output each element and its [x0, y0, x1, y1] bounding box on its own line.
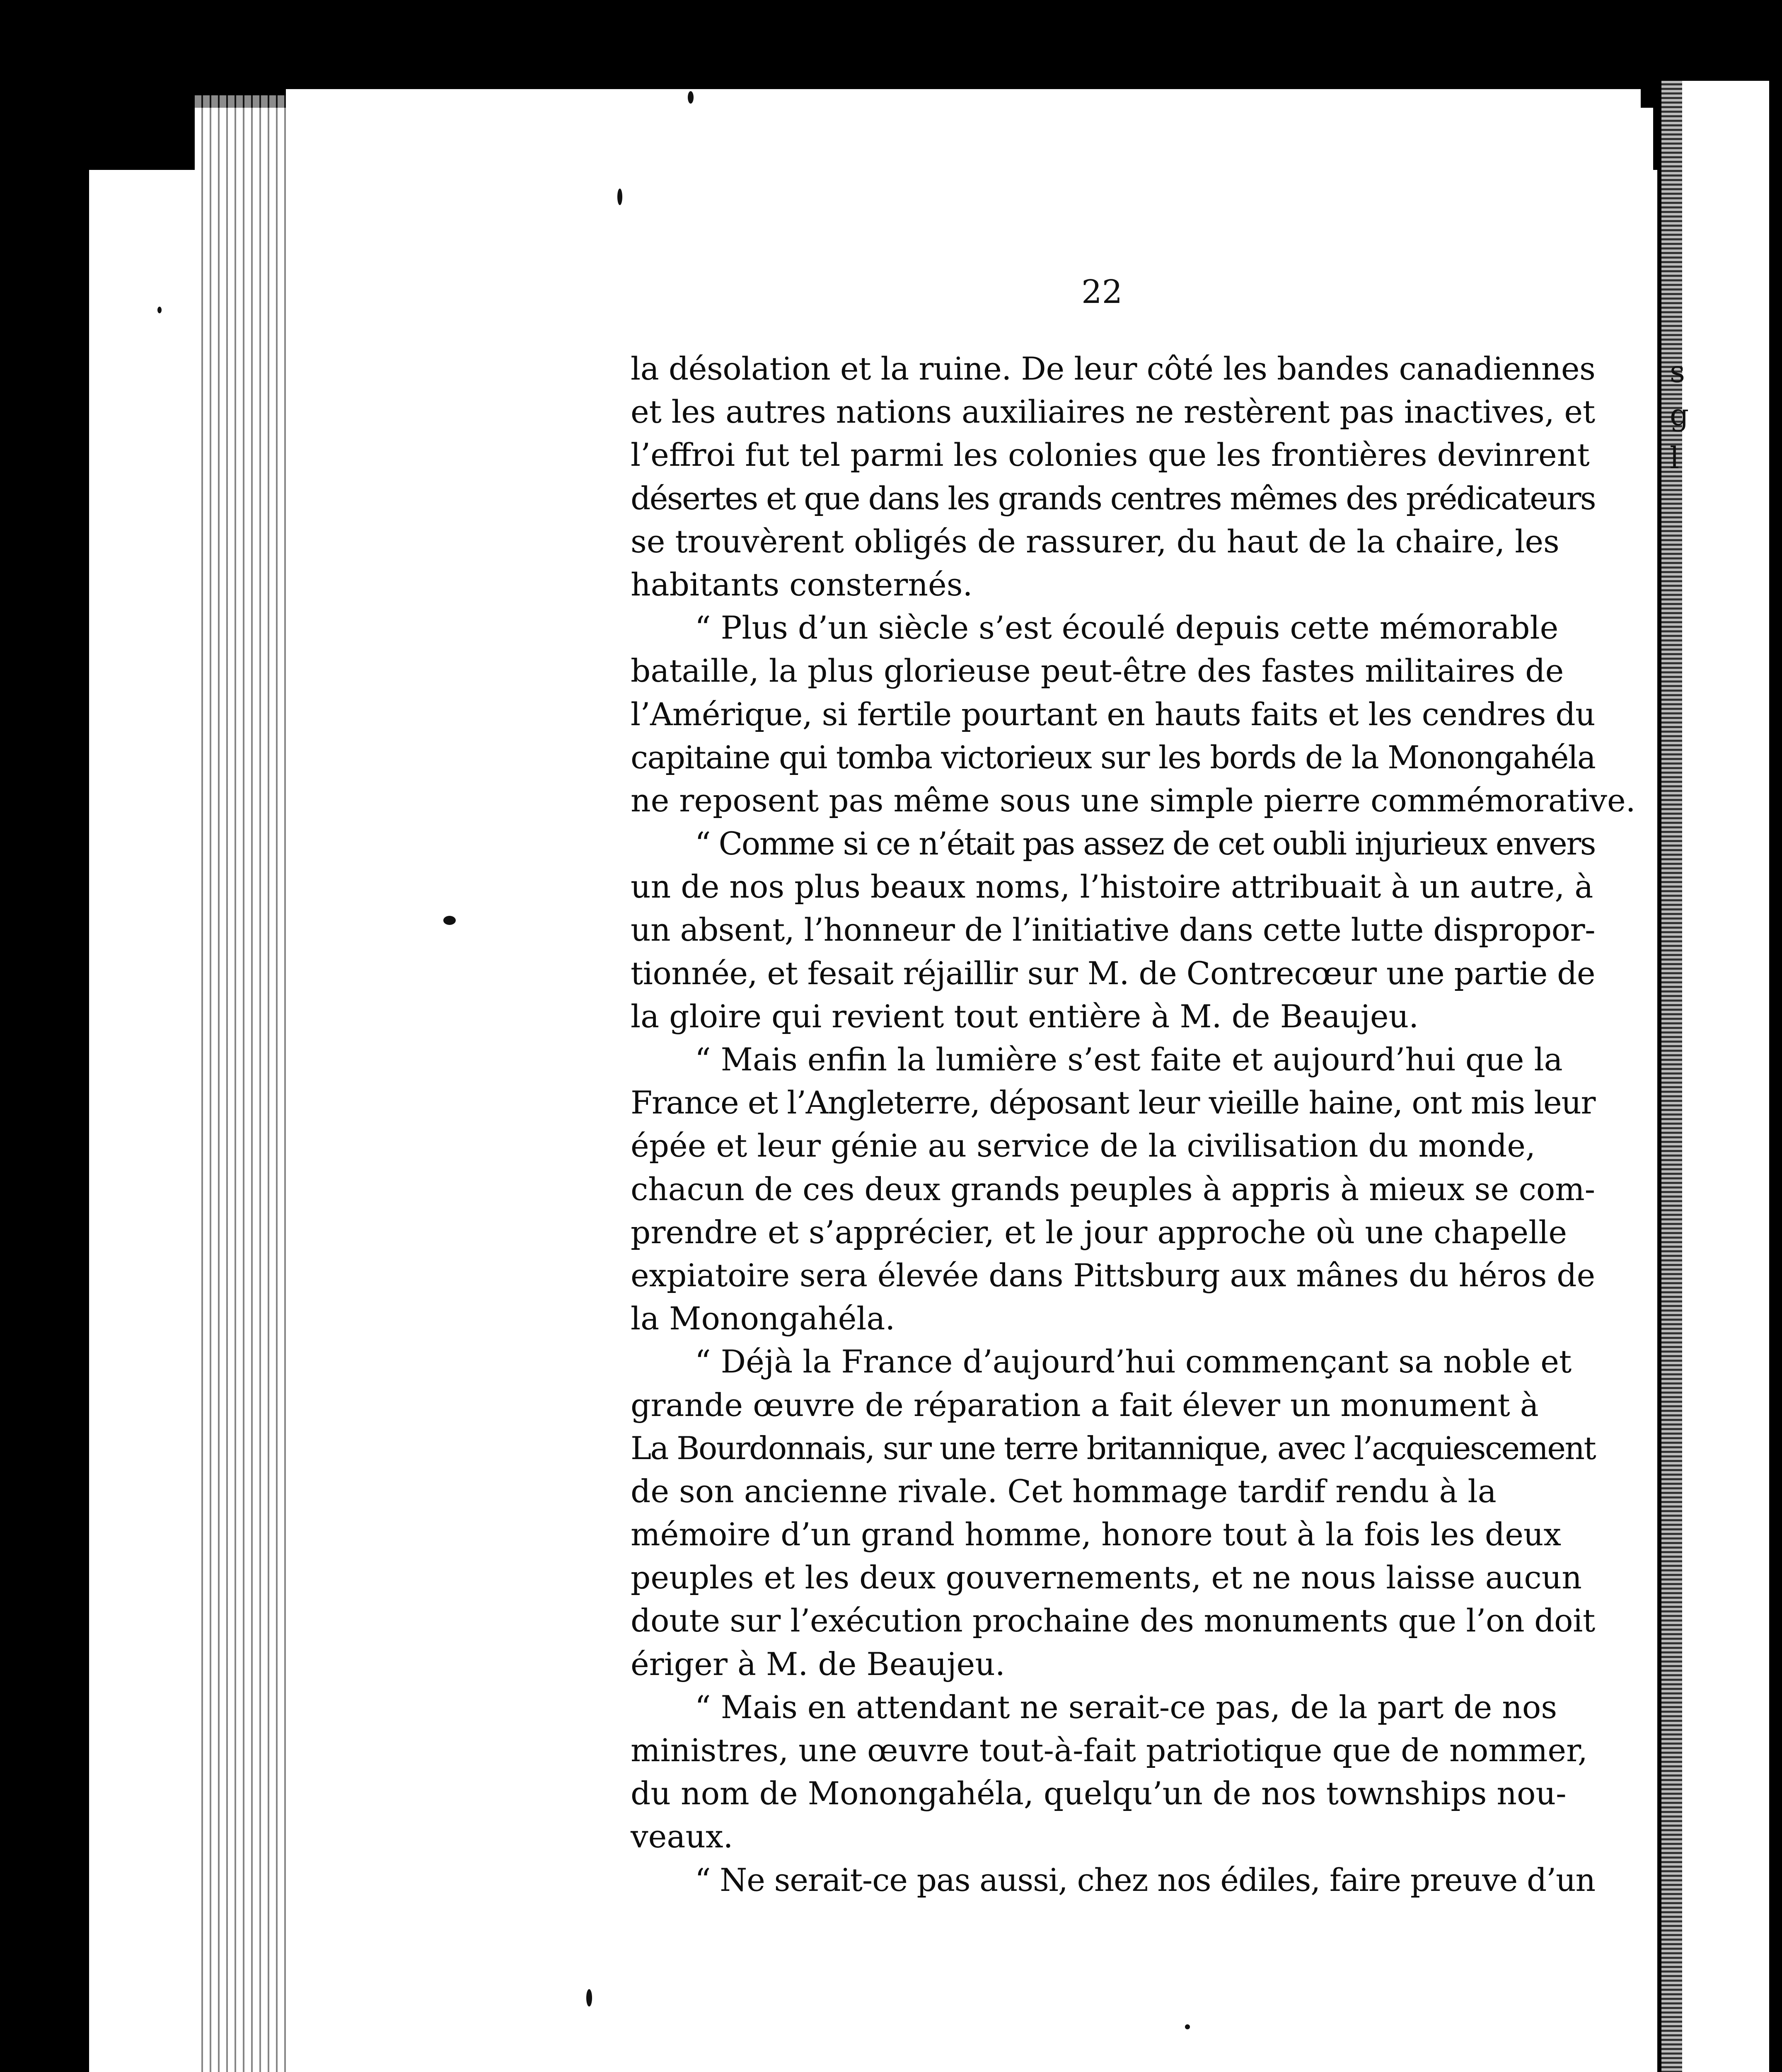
text-line: bataille, la plus glorieuse peut-être des fastes militaires de	[631, 653, 1564, 690]
text-line: ériger à M. de Beaujeu.	[631, 1646, 1005, 1682]
text-line: “ Mais en attendant ne serait-ce pas, de la part de nos	[695, 1689, 1557, 1726]
text-line: chacun de ces deux grands peuples à appris à mieux se com-	[631, 1171, 1595, 1208]
text-line: du nom de Monongahéla, quelqu’un de nos townships nou-	[631, 1775, 1567, 1812]
text-line: grande œuvre de réparation a fait élever un monument à	[631, 1387, 1539, 1423]
adjacent-page-fragment: l	[1670, 441, 1680, 475]
text-line: La Bourdonnais, sur une terre britannique, avec l’acquiescement	[631, 1430, 1595, 1467]
adjacent-page-fragment: s	[1670, 354, 1685, 389]
dust-speck	[617, 189, 622, 205]
text-line: un de nos plus beaux noms, l’histoire attribuait à un autre, à	[631, 869, 1593, 905]
text-line: capitaine qui tomba victorieux sur les bords de la Monongahéla	[631, 739, 1595, 776]
text-line: France et l’Angleterre, déposant leur vieille haine, ont mis leur	[631, 1084, 1595, 1121]
text-line: se trouvèrent obligés de rassurer, du haut de la chaire, les	[631, 523, 1560, 560]
adjacent-page	[1657, 81, 1782, 2072]
dust-speck	[586, 1989, 592, 2007]
text-line: l’Amérique, si fertile pourtant en hauts faits et les cendres du	[631, 696, 1595, 733]
text-line: la Monongahéla.	[631, 1300, 895, 1337]
dust-speck	[1185, 2024, 1190, 2029]
text-line: épée et leur génie au service de la civilisation du monde,	[631, 1128, 1535, 1164]
text-line: doute sur l’exécution prochaine des monuments que l’on doit	[631, 1602, 1595, 1639]
text-line: “ Ne serait-ce pas aussi, chez nos édiles, faire preuve d’un	[695, 1861, 1595, 1898]
text-line: de son ancienne rivale. Cet hommage tardif rendu à la	[631, 1473, 1497, 1510]
text-line: veaux.	[631, 1818, 733, 1855]
page-body-text	[631, 347, 1636, 1902]
text-line: et les autres nations auxiliaires ne restèrent pas inactives, et	[631, 394, 1595, 431]
page-number: 22	[1081, 274, 1123, 311]
text-line: expiatoire sera élevée dans Pittsburg aux mânes du héros de	[631, 1257, 1595, 1294]
text-line: prendre et s’apprécier, et le jour approche où une chapelle	[631, 1214, 1567, 1251]
dust-speck	[157, 307, 162, 313]
text-line: ne reposent pas même sous une simple pierre commémorative.	[631, 782, 1636, 819]
text-line: la désolation et la ruine. De leur côté les bandes canadiennes	[631, 351, 1596, 387]
text-line: la gloire qui revient tout entière à M. de Beaujeu.	[631, 998, 1419, 1035]
text-line: “ Déjà la France d’aujourd’hui commençant sa noble et	[695, 1343, 1572, 1380]
text-line: tionnée, et fesait réjaillir sur M. de Contrecœur une partie de	[631, 955, 1595, 992]
dust-speck	[443, 916, 456, 925]
text-line: un absent, l’honneur de l’initiative dans cette lutte dispropor-	[631, 912, 1595, 949]
text-line: désertes et que dans les grands centres mêmes des prédicateurs	[631, 480, 1595, 517]
text-line: “ Mais enfin la lumière s’est faite et aujourd’hui que la	[695, 1041, 1563, 1078]
text-line: ministres, une œuvre tout-à-fait patriotique que de nommer,	[631, 1732, 1588, 1769]
text-line: habitants consternés.	[631, 566, 973, 603]
text-line: “ Comme si ce n’était pas assez de cet oubli injurieux envers	[695, 825, 1595, 862]
text-line: peuples et les deux gouvernements, et ne nous laisse aucun	[631, 1559, 1582, 1596]
adjacent-page-fragment: g	[1670, 397, 1689, 432]
text-line: l’effroi fut tel parmi les colonies que les frontières devinrent	[631, 437, 1590, 474]
dust-speck	[688, 91, 694, 104]
text-line: mémoire d’un grand homme, honore tout à la fois les deux	[631, 1516, 1562, 1553]
text-line: “ Plus d’un siècle s’est écoulé depuis cette mémorable	[695, 610, 1559, 646]
adjacent-page-paper	[1682, 81, 1769, 2072]
